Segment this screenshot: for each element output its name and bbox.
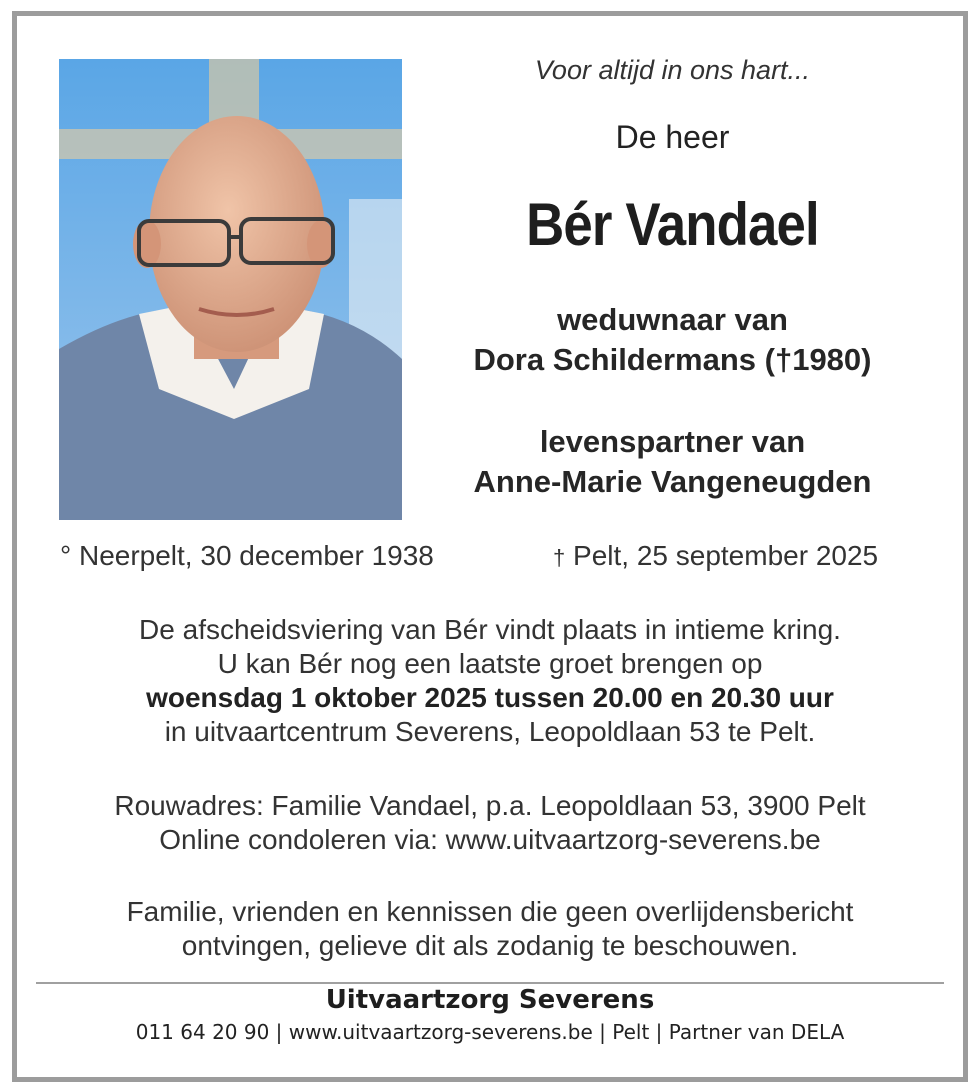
portrait-image xyxy=(59,59,402,520)
death-info xyxy=(553,540,878,572)
tagline: Voor altijd in ons hart... xyxy=(534,55,811,85)
ceremony-line: in uitvaartcentrum Severens, Leopoldlaan 53 te Pelt. xyxy=(164,716,816,747)
funeral-home-contact xyxy=(30,1020,950,1044)
cross-icon: † xyxy=(553,545,566,570)
death-info-text: Pelt, 25 september 2025 xyxy=(565,540,879,571)
website: www.uitvaartzorg-severens.be xyxy=(288,1020,593,1044)
relation-widower-label: weduwnaar van xyxy=(557,302,788,337)
closing-line: Familie, vrienden en kennissen die geen overlijdensbericht xyxy=(126,896,854,927)
relation-widower-spouse: Dora Schildermans (†1980) xyxy=(473,342,872,377)
closing-note xyxy=(30,895,950,963)
portrait-photo xyxy=(59,59,402,520)
birth-info: ° Neerpelt, 30 december 1938 xyxy=(60,540,434,571)
ceremony-datetime: woensdag 1 oktober 2025 tussen 20.00 en 20.30 uur xyxy=(146,682,834,713)
ceremony-info xyxy=(30,613,950,749)
relation-partner-label: levenspartner van xyxy=(539,424,806,459)
separator: | xyxy=(269,1020,289,1044)
separator: | xyxy=(592,1020,613,1044)
city: Pelt xyxy=(612,1020,650,1044)
closing-line: ontvingen, gelieve dit als zodanig te beschouwen. xyxy=(181,930,799,961)
partner: Partner van DELA xyxy=(668,1020,845,1044)
footer-divider xyxy=(36,982,944,984)
ceremony-line: De afscheidsviering van Bér vindt plaats in intieme kring. xyxy=(139,614,841,645)
separator: | xyxy=(649,1020,669,1044)
mourning-address: Rouwadres: Familie Vandael, p.a. Leopoldlaan 53, 3900 Pelt xyxy=(114,790,866,821)
relation-partner xyxy=(415,422,930,502)
relation-partner-name: Anne-Marie Vangeneugden xyxy=(473,464,872,499)
online-condolence: Online condoleren via: www.uitvaartzorg-severens.be xyxy=(159,824,821,855)
relation-widower xyxy=(415,300,930,380)
phone: 011 64 20 90 xyxy=(135,1020,270,1044)
deceased-name: Bér Vandael xyxy=(526,191,819,258)
funeral-home-name: Uitvaartzorg Severens xyxy=(325,985,655,1015)
honorific: De heer xyxy=(615,119,730,155)
ceremony-line: U kan Bér nog een laatste groet brengen op xyxy=(217,648,763,679)
address-info xyxy=(30,789,950,857)
